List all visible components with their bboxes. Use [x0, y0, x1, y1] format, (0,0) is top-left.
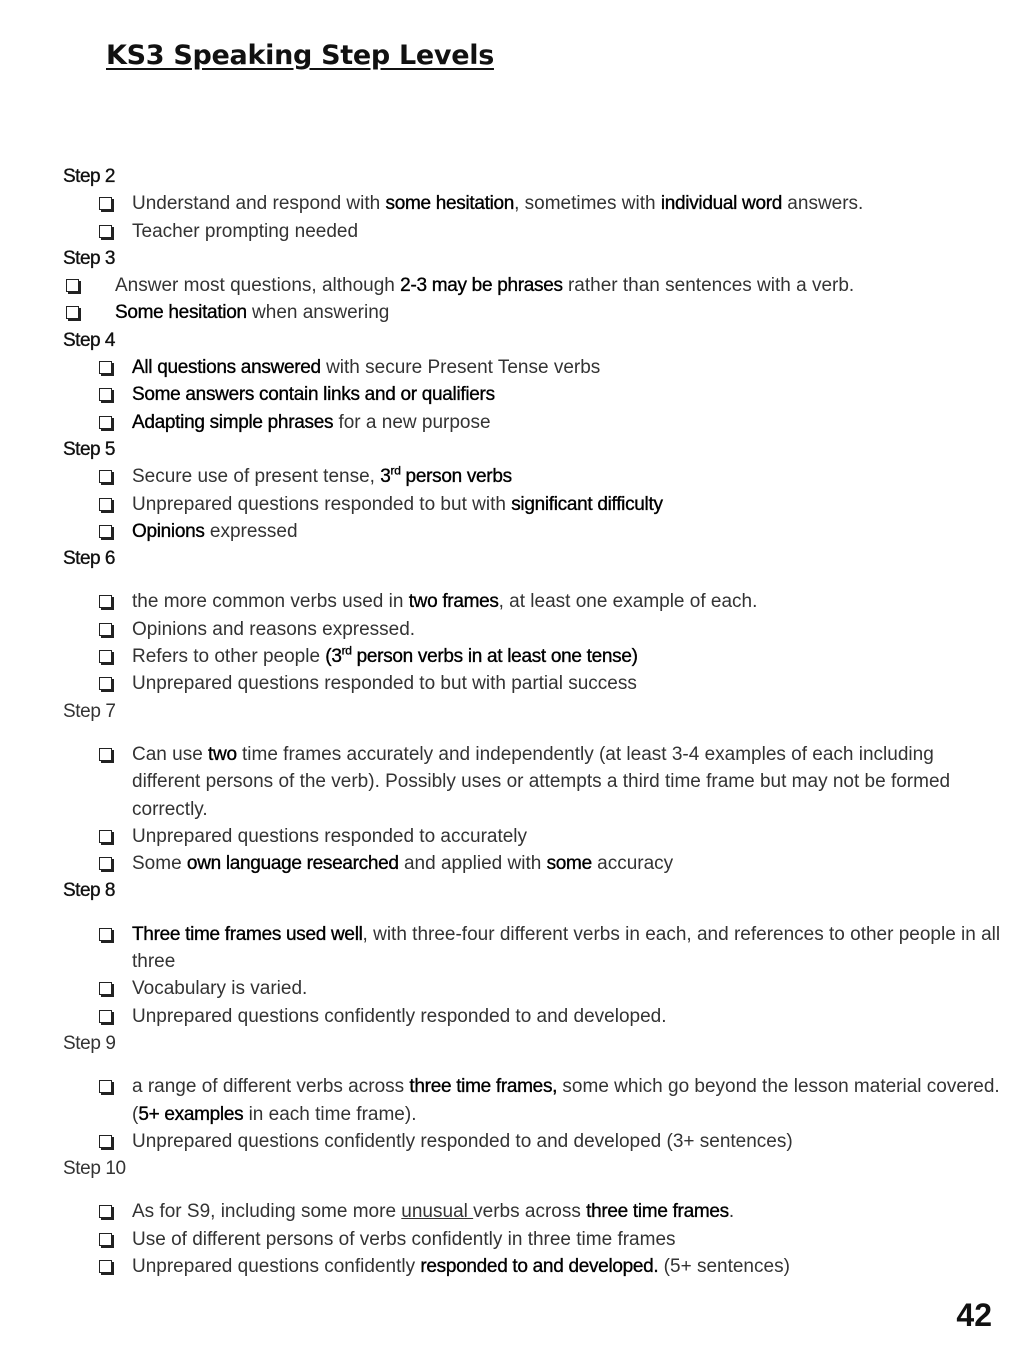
criterion-item — [63, 1128, 1003, 1155]
step-section — [63, 327, 1003, 436]
criterion-item — [63, 616, 1003, 643]
bold-text: Opinions — [132, 520, 205, 542]
step-section — [63, 163, 1003, 245]
bold-text: three time frames, — [409, 1076, 558, 1098]
item-text: Teacher prompting needed — [132, 220, 359, 242]
checkbox-bullet-icon — [99, 225, 112, 238]
item-text: Unprepared questions responded to but with partial success — [132, 673, 637, 695]
bold-text: 3 — [380, 466, 391, 488]
bold-text: individual word — [660, 193, 783, 215]
criterion-item — [63, 670, 1003, 697]
criterion-item — [63, 1226, 1003, 1253]
page-title: KS3 Speaking Step Levels — [106, 40, 494, 71]
item-text: answers. — [782, 193, 864, 215]
checkbox-bullet-icon — [99, 748, 112, 761]
bold-text: significant difficulty — [511, 493, 663, 515]
bold-text: two — [208, 743, 237, 765]
bold-text: All questions answered — [132, 357, 321, 379]
criterion-item — [63, 272, 1003, 299]
step-section — [63, 1030, 1003, 1155]
criteria-list — [63, 588, 1003, 697]
criterion-item — [63, 1198, 1003, 1225]
item-text: Unprepared questions confidently — [132, 1255, 421, 1277]
item-text: time frames accurately and independently (at least 3-4 examples of each including different persons of the verb). Possibly uses or attempts a third time frame but may not be formed correctly. — [132, 743, 951, 820]
checkbox-bullet-icon — [99, 857, 112, 870]
item-text: As for S9, including some more — [132, 1201, 402, 1223]
step-levels-list — [63, 163, 1003, 1280]
checkbox-bullet-icon — [99, 416, 112, 429]
criterion-item — [63, 850, 1003, 877]
step-section — [63, 436, 1003, 545]
bold-text: Some hesitation — [115, 302, 247, 324]
item-text: Refers to other people — [132, 646, 326, 668]
step-heading: Step 6 — [63, 548, 115, 570]
criterion-item — [63, 1003, 1003, 1030]
criterion-item — [63, 354, 1003, 381]
checkbox-bullet-icon — [99, 1135, 112, 1148]
checkbox-bullet-icon — [99, 677, 112, 690]
bold-text: 5+ examples — [138, 1103, 244, 1125]
item-text: Opinions and reasons expressed. — [132, 618, 416, 640]
item-text: when answering — [246, 302, 390, 324]
step-section — [63, 1155, 1003, 1280]
criterion-item — [63, 975, 1003, 1002]
criteria-list — [63, 463, 1003, 545]
criterion-item — [63, 588, 1003, 615]
criteria-list — [63, 190, 1003, 245]
criteria-list — [63, 354, 1003, 436]
criterion-item — [63, 823, 1003, 850]
item-text: the more common verbs used in — [132, 591, 409, 613]
criterion-item — [63, 741, 1003, 823]
bold-text: person verbs in at least one tense) — [351, 646, 638, 668]
checkbox-bullet-icon — [99, 197, 112, 210]
step-heading: Step 4 — [63, 329, 115, 351]
bold-text: Some answers contain links and or qualifiers — [132, 384, 495, 406]
step-section — [63, 877, 1003, 1029]
criterion-item — [63, 381, 1003, 408]
bold-text: responded to and developed. — [420, 1255, 659, 1277]
bold-text: Three time frames used well — [132, 923, 363, 945]
bold-text: some hesitation — [385, 193, 515, 215]
item-text: for a new purpose — [333, 411, 491, 433]
item-text: (5+ sentences) — [658, 1255, 790, 1277]
checkbox-bullet-icon — [99, 1080, 112, 1093]
checkbox-bullet-icon — [99, 525, 112, 538]
item-text: Secure use of present tense, — [132, 466, 381, 488]
checkbox-bullet-icon — [99, 1233, 112, 1246]
step-section — [63, 545, 1003, 697]
item-text: in each time frame). — [243, 1103, 417, 1125]
step-heading: Step 3 — [63, 247, 115, 269]
item-text: verbs across — [473, 1201, 587, 1223]
criteria-list — [63, 921, 1003, 1030]
criterion-item — [63, 409, 1003, 436]
item-text: Understand and respond with — [132, 193, 386, 215]
checkbox-bullet-icon — [99, 1205, 112, 1218]
criterion-item — [63, 491, 1003, 518]
step-heading: Step 10 — [63, 1158, 126, 1180]
bold-text: (3 — [325, 646, 342, 668]
step-section — [63, 698, 1003, 878]
bold-text: two frames — [408, 591, 499, 613]
step-heading: Step 9 — [63, 1032, 116, 1054]
item-text: accuracy — [591, 853, 674, 875]
item-text: . — [728, 1201, 735, 1223]
item-text: some which go beyond the lesson material covered. ( — [132, 1076, 1000, 1125]
item-text: Answer most questions, although — [115, 275, 401, 297]
checkbox-bullet-icon — [99, 498, 112, 511]
criteria-list — [63, 272, 1003, 327]
criterion-item — [63, 1253, 1003, 1280]
criterion-item — [63, 299, 1003, 326]
bold-text: three time frames — [586, 1201, 729, 1223]
criterion-item — [63, 190, 1003, 217]
criteria-list — [63, 741, 1003, 877]
item-text: Unprepared questions responded to but with — [132, 493, 512, 515]
criterion-item — [63, 518, 1003, 545]
step-heading: Step 8 — [63, 880, 115, 902]
bold-text: rd — [341, 643, 352, 658]
item-text: with secure Present Tense verbs — [320, 357, 601, 379]
checkbox-bullet-icon — [99, 361, 112, 374]
criteria-list — [63, 1198, 1003, 1280]
checkbox-bullet-icon — [99, 928, 112, 941]
criterion-item — [63, 643, 1003, 670]
item-text: Use of different persons of verbs confidently in three time frames — [132, 1228, 676, 1250]
page-number: 42 — [956, 1297, 992, 1333]
item-text: expressed — [204, 520, 298, 542]
criterion-item — [63, 218, 1003, 245]
item-text: Vocabulary is varied. — [132, 978, 308, 1000]
bold-text: Adapting simple phrases — [132, 411, 334, 433]
item-text: Unprepared questions confidently responded to and developed. — [132, 1005, 667, 1027]
item-text: Unprepared questions confidently responded to and developed (3+ sentences) — [132, 1130, 793, 1152]
checkbox-bullet-icon — [99, 470, 112, 483]
checkbox-bullet-icon — [66, 306, 79, 319]
criterion-item — [63, 463, 1003, 490]
checkbox-bullet-icon — [99, 1010, 112, 1023]
bold-text: own language researched — [186, 853, 399, 875]
bold-text: 2-3 may be phrases — [400, 275, 563, 297]
item-text: , with three-four different verbs in each, and references to other people in all three — [132, 923, 1001, 973]
checkbox-bullet-icon — [99, 830, 112, 843]
step-heading: Step 2 — [63, 166, 115, 187]
bold-text: some — [546, 853, 592, 875]
checkbox-bullet-icon — [66, 279, 79, 292]
item-text: Unprepared questions responded to accurately — [132, 825, 528, 847]
checkbox-bullet-icon — [99, 650, 112, 663]
checkbox-bullet-icon — [99, 982, 112, 995]
checkbox-bullet-icon — [99, 595, 112, 608]
criteria-list — [63, 1073, 1003, 1155]
checkbox-bullet-icon — [99, 623, 112, 636]
item-text: unusual — [401, 1201, 474, 1223]
item-text: a range of different verbs across — [132, 1076, 410, 1098]
item-text: , at least one example of each. — [498, 591, 758, 613]
bold-text: person verbs — [400, 466, 512, 488]
item-text: and applied with — [398, 853, 547, 875]
step-section — [63, 245, 1003, 327]
step-heading: Step 5 — [63, 438, 115, 460]
bold-text: rd — [390, 463, 401, 478]
step-heading: Step 7 — [63, 700, 116, 722]
item-text: Can use — [132, 743, 209, 765]
criterion-item — [63, 1073, 1003, 1128]
checkbox-bullet-icon — [99, 388, 112, 401]
checkbox-bullet-icon — [99, 1260, 112, 1273]
item-text: rather than sentences with a verb. — [562, 275, 855, 297]
item-text: Some — [132, 853, 187, 875]
item-text: , sometimes with — [514, 193, 661, 215]
criterion-item — [63, 921, 1003, 976]
